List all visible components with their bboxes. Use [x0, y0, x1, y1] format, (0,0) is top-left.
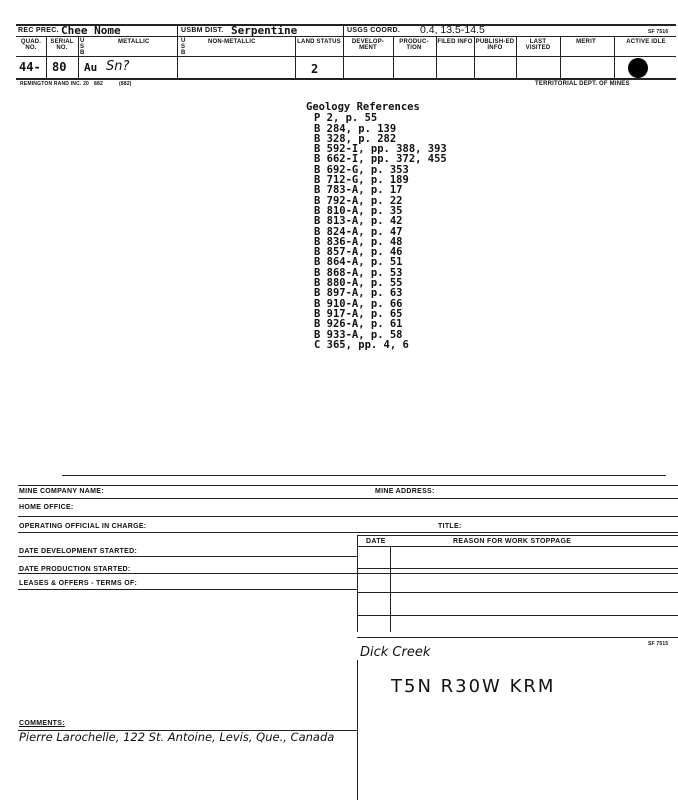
references-title: Geology References	[306, 101, 420, 113]
operating-official-label: OPERATING OFFICIAL IN CHARGE:	[19, 523, 147, 530]
reference-item: B 592-I, pp. 388, 393	[314, 143, 447, 156]
comments-handwritten: Pierre Larochelle, 122 St. Antoine, Levis, Que., Canada	[19, 730, 335, 744]
serial-no-value: 80	[52, 60, 67, 74]
serial-no-label: SERIAL NO.	[50, 39, 74, 51]
printer-number: 882	[94, 81, 103, 87]
reference-item: P 2, p. 55	[314, 112, 378, 125]
non-metallic-label: NON-METALLIC	[208, 39, 256, 45]
reference-list	[306, 113, 447, 350]
filed-info-label: FILED INFO	[437, 39, 473, 45]
location-handwritten: Dick Creek	[360, 645, 431, 660]
usb-letters-metallic: U S B	[80, 38, 85, 56]
lower-rule	[18, 589, 357, 590]
active-idle-label: ACTIVE IDLE	[626, 39, 666, 45]
usgs-coord-label: USGS COORD.	[347, 27, 401, 34]
date-column-divider	[357, 535, 358, 632]
reference-item: B 910-A, p. 66	[314, 297, 403, 310]
reference-item: B 712-G, p. 189	[314, 174, 409, 187]
date-production-label: DATE PRODUCTION STARTED:	[19, 566, 131, 573]
divider	[614, 36, 615, 78]
geology-references	[306, 102, 447, 350]
reference-item: B 933-A, p. 58	[314, 328, 403, 341]
reason-column-label: REASON FOR WORK STOPPAGE	[453, 538, 572, 545]
mine-address-label: MINE ADDRESS:	[375, 488, 435, 495]
metallic-label: METALLIC	[118, 39, 150, 45]
reference-item: B 810-A, p. 35	[314, 204, 403, 217]
header-bottom-rule	[16, 78, 676, 80]
usbm-dist-value: Serpentine	[231, 24, 298, 37]
reason-column-divider	[390, 546, 391, 632]
metallic-handwritten: Sn?	[106, 59, 130, 74]
stoppage-row-rule	[357, 615, 678, 616]
production-label: PRODUC-TION	[399, 39, 429, 51]
land-status-label: LAND STATUS	[297, 39, 341, 45]
published-info-label: PUBLISH-ED INFO	[475, 39, 515, 51]
lower-rule	[18, 516, 678, 517]
date-development-label: DATE DEVELOPMENT STARTED:	[19, 548, 138, 555]
development-label: DEVELOP-MENT	[351, 39, 385, 51]
metallic-value: Au	[84, 61, 98, 74]
lower-rule	[18, 532, 678, 533]
date-column-label: DATE	[366, 538, 386, 545]
quad-no-value: 44-	[19, 60, 41, 74]
printer-code: (882)	[119, 81, 132, 87]
reference-item: C 365, pp. 4, 6	[314, 338, 409, 351]
comments-label: COMMENTS:	[19, 720, 65, 727]
merit-label: MERIT	[576, 39, 596, 45]
lower-rule	[18, 498, 678, 499]
land-status-value: 2	[311, 62, 319, 76]
reference-item: B 662-I, pp. 372, 455	[314, 153, 447, 166]
reference-item: B 813-A, p. 42	[314, 215, 403, 228]
rec-prec-value: Chee Nome	[61, 24, 121, 37]
dept-credit: TERRITORIAL DEPT. OF MINES	[535, 81, 630, 87]
reference-item: B 783-A, p. 17	[314, 184, 403, 197]
lower-rule	[357, 535, 678, 536]
reference-item: B 836-A, p. 48	[314, 235, 403, 248]
form-code: SF 7516	[648, 29, 669, 35]
township-handwritten: T5N R30W KRM	[391, 676, 556, 697]
divider	[177, 24, 178, 78]
divider	[343, 24, 344, 78]
reference-item: B 880-A, p. 55	[314, 277, 403, 290]
stoppage-row-rule	[357, 592, 678, 593]
title-label: TITLE:	[438, 523, 462, 530]
reference-item: B 692-G, p. 353	[314, 163, 409, 176]
active-status-dot	[628, 58, 648, 78]
mine-company-name-label: MINE COMPANY NAME:	[19, 488, 104, 495]
reference-item: B 857-A, p. 46	[314, 246, 403, 259]
usgs-coord-value: 0.4, 13.5-14.5	[420, 24, 485, 36]
reference-item: B 926-A, p. 61	[314, 318, 403, 331]
stoppage-row-rule	[357, 637, 678, 638]
reference-item: B 792-A, p. 22	[314, 194, 403, 207]
leases-label: LEASES & OFFERS - TERMS OF:	[19, 580, 138, 587]
printer-credit: REMINGTON RAND INC. 20	[20, 81, 90, 87]
quad-no-label: QUAD. NO.	[20, 39, 42, 51]
header-row-rule	[16, 56, 676, 57]
last-visited-label: LAST VISITED	[525, 39, 551, 51]
form-code-2: SF 7515	[648, 641, 669, 647]
rec-prec-label: REC PREC.	[18, 27, 59, 34]
reference-item: B 284, p. 139	[314, 122, 397, 135]
lower-rule	[18, 485, 678, 486]
lower-rule	[18, 573, 678, 574]
lower-rule	[18, 556, 357, 557]
reference-item: B 868-A, p. 53	[314, 266, 403, 279]
usb-letters-nonmetallic: U S B	[181, 38, 186, 56]
stoppage-row-rule	[357, 568, 678, 569]
reference-item: B 328, p. 282	[314, 132, 397, 145]
lower-rule	[357, 546, 678, 547]
reference-item: B 897-A, p. 63	[314, 287, 403, 300]
home-office-label: HOME OFFICE:	[19, 504, 74, 511]
reference-item: B 864-A, p. 51	[314, 256, 403, 269]
lower-top-rule	[62, 475, 666, 476]
usbm-dist-label: USBM DIST.	[181, 27, 224, 34]
divider	[78, 36, 79, 78]
reference-item: B 824-A, p. 47	[314, 225, 403, 238]
reference-item: B 917-A, p. 65	[314, 307, 403, 320]
comments-divider	[357, 660, 358, 800]
